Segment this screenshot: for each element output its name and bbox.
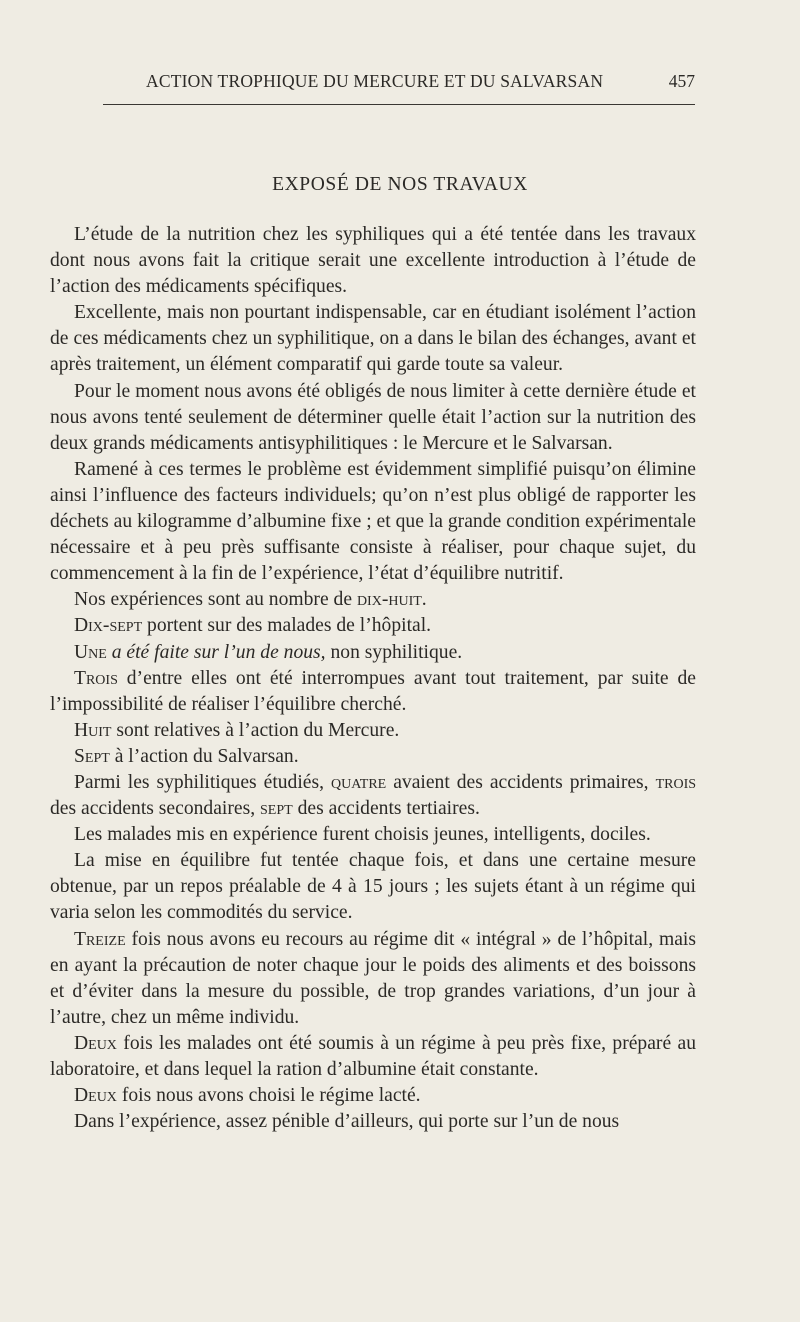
p15-text: fois les malades ont été soumis à un régime à peu près fixe, préparé au laboratoire, et dans lequel la ration d’albumine était constante.	[50, 1032, 696, 1080]
p9-lead: Huit	[74, 719, 112, 741]
paragraph-17: Dans l’expérience, assez pénible d’ailleurs, qui porte sur l’un de nous	[74, 1111, 620, 1133]
paragraph-13: La mise en équilibre fut tentée chaque fois, et dans une certaine mesure obtenue, par un repos préalable de 4 à 15 jours ; les sujets étant à un régime qui varia selon les commodités du service.	[50, 850, 696, 924]
paragraph-15	[50, 1031, 696, 1083]
page-number: 457	[668, 71, 695, 91]
p7-lead: Une	[74, 641, 107, 663]
p11-primary-count: quatre	[331, 771, 387, 793]
paragraph-3: Pour le moment nous avons été obligés de nous limiter à cette dernière étude et nous avons tenté seulement de déterminer quelle était l’action sur la nutrition des deux grands médicaments antisyphilitiques : le Mercure et le Salvarsan.	[50, 380, 696, 454]
paragraph-11	[50, 770, 696, 822]
p11-tertiary-count: sept	[260, 798, 293, 820]
p11-g: des accidents tertiaires.	[292, 798, 480, 820]
paragraph-10	[50, 744, 696, 770]
p9-text: sont relatives à l’action du Mercure.	[111, 719, 400, 741]
p7-text: non syphilitique.	[325, 641, 463, 663]
p16-lead: Deux	[74, 1085, 117, 1107]
paragraph-14	[50, 927, 696, 1031]
section-title: EXPOSÉ DE NOS TRAVAUX	[272, 174, 528, 195]
p5-end: .	[421, 589, 427, 611]
paragraph-4: Ramené à ces termes le problème est évidemment simplifié puisqu’on élimine ainsi l’influence des facteurs individuels; qu’on n’est plus obligé de rapporter les déchets au kilogramme d’albumine fixe ; et que la grande condition expérimentale nécessaire et à peu près suffisante consiste à réaliser, pour chaque sujet, du commencement à la fin de l’expérience, l’état d’équilibre nutritif.	[50, 458, 696, 585]
paragraph-12: Les malades mis en expérience furent choisis jeunes, intelligents, dociles.	[74, 824, 651, 846]
running-title: ACTION TROPHIQUE DU MERCURE ET DU SALVARSAN	[146, 71, 604, 91]
p6-text: portent sur des malades de l’hôpital.	[142, 615, 432, 637]
p11-secondary-count: trois	[655, 771, 697, 793]
p14-text: fois nous avons eu recours au régime dit « intégral » de l’hôpital, mais en ayant la précaution de noter chaque jour le poids des aliments et des boissons et d’éviter dans la mesure du possible, de trop grandes variations, d’un jour à l’autre, chez un même individu.	[50, 928, 696, 1028]
p5-count: dix-huit	[356, 589, 422, 611]
p10-lead: Sept	[74, 745, 110, 767]
p16-text: fois nous avons choisi le régime lacté.	[116, 1085, 421, 1107]
paragraph-2: Excellente, mais non pourtant indispensable, car en étudiant isolément l’action de ces médicaments chez un syphilitique, on a dans le bilan des échanges, avant et après traitement, un élément comparatif qui garde toute sa valeur.	[50, 302, 696, 376]
running-header	[103, 68, 695, 96]
p8-text: d’entre elles ont été interrompues avant tout traitement, par suite de l’impossibilité de réaliser l’équilibre cherché.	[50, 667, 696, 715]
p11-e: des accidents secondaires,	[50, 798, 261, 820]
p6-lead: Dix-sept	[74, 615, 143, 637]
paragraph-16	[50, 1083, 696, 1109]
p11-c: avaient des accidents primaires,	[386, 771, 656, 793]
p8-lead: Trois	[74, 667, 118, 689]
header-rule	[103, 104, 695, 105]
paragraph-8	[50, 666, 696, 718]
p11-a: Parmi les syphilitiques étudiés,	[74, 771, 331, 793]
p14-lead: Treize	[74, 928, 126, 950]
p5-text: Nos expériences sont au nombre de	[74, 589, 357, 611]
paragraph-1: L’étude de la nutrition chez les syphiliques qui a été tentée dans les travaux dont nous avons fait la critique serait une excellente introduction à l’étude de l’action des médicaments spécifiques.	[50, 224, 696, 298]
paragraph-7	[50, 640, 696, 666]
p10-text: à l’action du Salvarsan.	[109, 745, 299, 767]
p7-italic: a été faite sur l’un de nous,	[106, 641, 326, 663]
paragraph-9	[50, 718, 696, 744]
paragraph-5	[50, 587, 696, 613]
p15-lead: Deux	[74, 1032, 117, 1054]
paragraph-6	[50, 613, 696, 639]
body-text	[50, 222, 696, 1135]
